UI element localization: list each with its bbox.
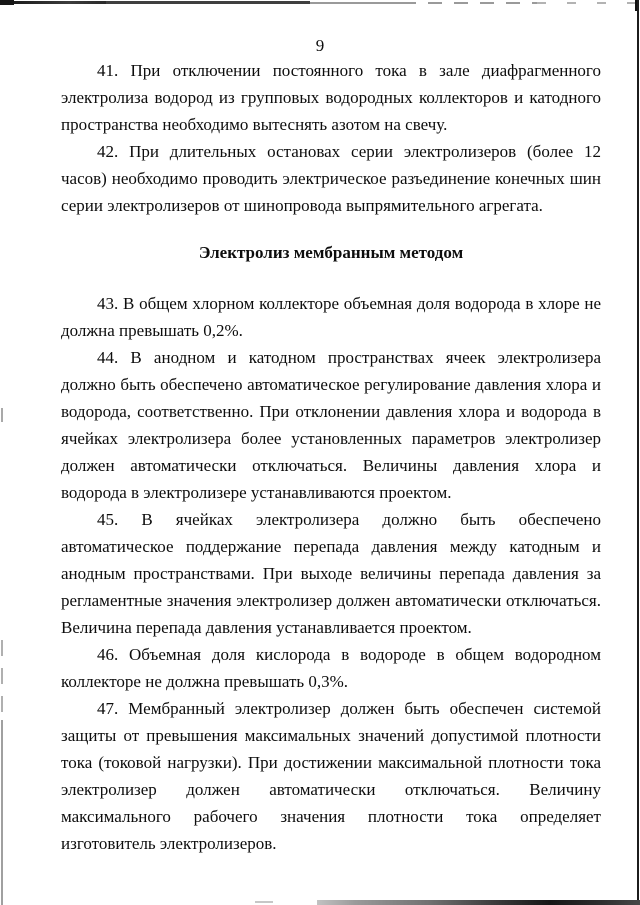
paragraph-item-41: 41. При отключении постоянного тока в зале диафрагменного электролиза водород из групповых водородных коллекторов и катодного пространства необходимо вытеснять азотом на свечу. [61,61,601,134]
scan-artifact-top-edge [537,2,637,4]
scan-artifact-left-edge [1,720,3,905]
scan-artifact-top-edge [402,2,537,4]
paragraph-item-45: 45. В ячейках электролизера должно быть обеспечено автоматическое поддержание перепада давления между катодным и анодным пространствами. При выходе величины перепада давления за регламентные значения электролизер должен автоматически отключаться. Величина перепада давления устанавливается проектом. [61,510,601,637]
document-body [61,57,601,857]
paragraph-item-47: 47. Мембранный электролизер должен быть обеспечен системой защиты от превышения максимальных значений допустимой плотности тока (токовой нагрузки). При достижении максимальной плотности тока электролизер должен автоматически отключаться. Величину максимального рабочего значения плотности тока определяет изготовитель электролизеров. [61,699,601,853]
page-number: 9 [315,36,325,55]
scan-artifact-left-edge [1,408,3,422]
paragraph-item-43: 43. В общем хлорном коллекторе объемная доля водорода в хлоре не должна превышать 0,2%. [61,294,601,340]
scan-artifact-top-edge [14,1,106,4]
scan-artifact-top-edge [310,2,402,4]
paragraph-item-46: 46. Объемная доля кислорода в водороде в общем водородном коллекторе не должна превышать 0,3%. [61,645,601,691]
scan-artifact-top-edge [0,0,14,5]
section-heading: Электролиз мембранным методом [198,243,464,262]
scan-artifact-bottom-edge [317,900,640,905]
scan-artifact-right-edge [637,0,639,905]
paragraph-item-42: 42. При длительных остановах серии электролизеров (более 12 часов) необходимо проводить электрическое разъединение конечных шин серии электролизеров от шинопровода выпрямительного агрегата. [61,142,601,215]
scan-artifact-right-corner [635,0,639,11]
paragraph-item-44: 44. В анодном и катодном пространствах ячеек электролизера должно быть обеспечено автоматическое регулирование давления хлора и водорода, соответственно. При отклонении давления хлора и водорода в ячейках электролизера более установленных параметров электролизер должен автоматически отключаться. Величины давления хлора и водорода в электролизере устанавливаются проектом. [61,348,601,502]
scan-artifact-left-edge [1,640,3,720]
scan-artifact-top-edge [106,1,310,4]
scan-artifact-bottom-edge [255,901,273,903]
